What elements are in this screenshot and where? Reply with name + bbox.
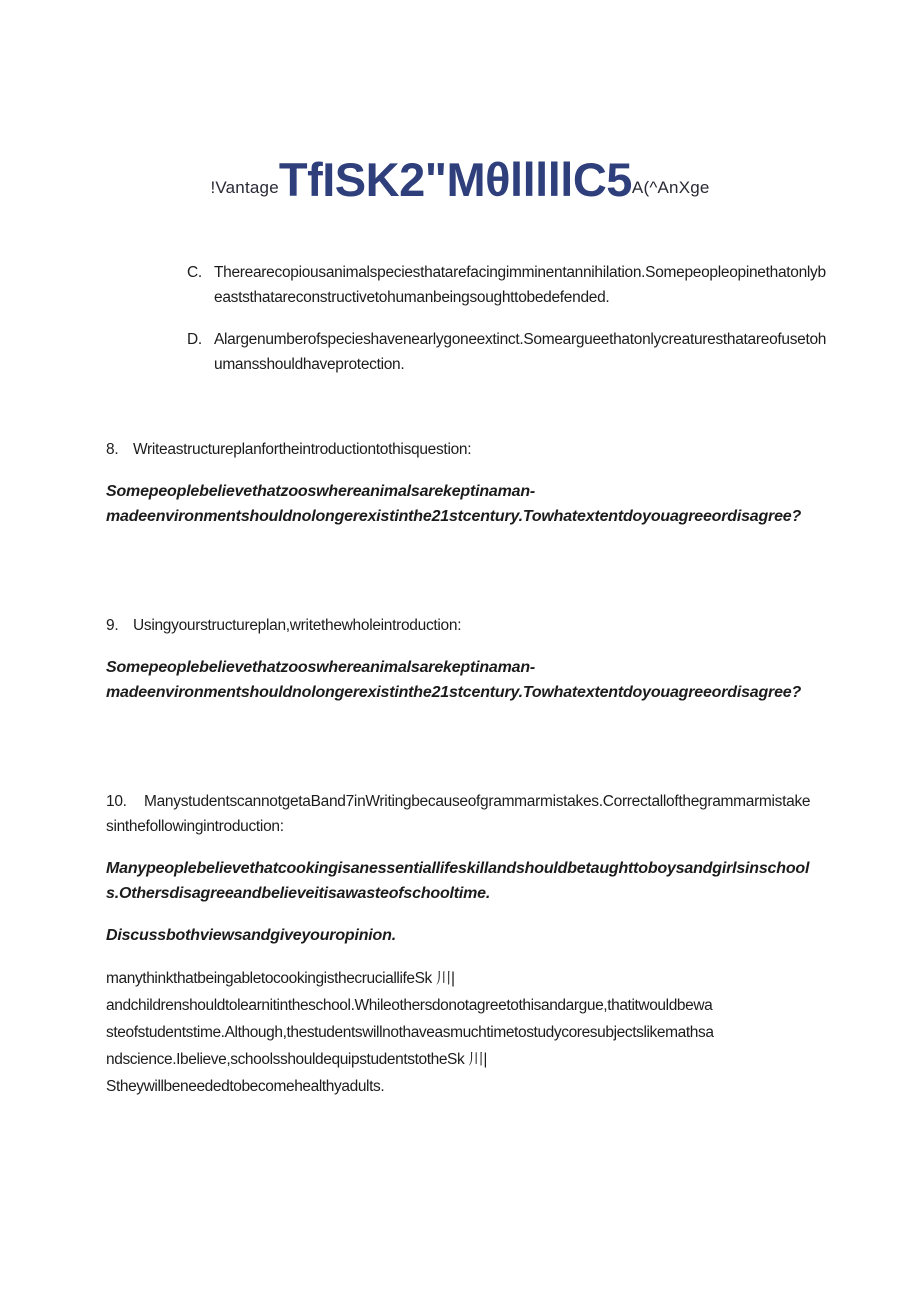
question-number: 8. [106,441,119,458]
option-letter: C. [187,264,202,281]
question-number: 9. [106,617,119,634]
answer-line: steofstudentstime.Although,thestudentswillnothaveasmuchtimetostudycoresubjectslikemathsa [106,1024,714,1041]
option-text: Therearecopiousanimalspeciesthatarefacingimminentannihilation.Somepeopleopinethatonlybeaststhatareconstructivetohumanbeingsoughttobedefended. [214,264,826,306]
prompt-rest: madeenvironmentshouldnolongerexistinthe21stcentury.Towhatextentdoyouagreeordisagree? [106,684,802,701]
prompt-rest: madeenvironmentshouldnolongerexistinthe21stcentury.Towhatextentdoyouagreeordisagree? [106,508,802,525]
header-title: TfISK2"MθlllllC5 [278,153,632,206]
question-text: Usingyourstructureplan,writethewholeintroduction: [133,617,462,634]
question-text: Writeastructureplanfortheintroductiontothisquestion: [133,441,472,458]
question-8-prompt [106,479,818,529]
question-10-instruction: Discussbothviewsandgiveyouropinion. [106,927,396,944]
prompt-line: Somepeoplebelievethatzooswhereanimalsarekeptinaman- [106,659,536,676]
question-number: 10. [106,793,127,810]
question-9 [106,613,816,638]
answer-text: ndscience.Ibelieve,schoolsshouldequipstudentstotheSk [106,1051,465,1068]
answer-fragment: 川| [468,1051,488,1068]
answer-line: andchildrenshouldtolearnitintheschool.Whileothersdonotagreetothisandargue,thatitwouldbewa [106,997,713,1014]
question-9-prompt [106,655,818,705]
answer-fragment: 川| [435,970,455,987]
answer-line [106,1046,818,1073]
answer-line: Stheywillbeneededtobecomehealthyadults. [106,1078,385,1095]
option-d [187,327,827,377]
answer-text: manythinkthatbeingabletocookingisthecruciallifeSk [106,970,432,987]
prompt-line: Somepeoplebelievethatzooswhereanimalsarekeptinaman- [106,483,536,500]
option-letter: D. [187,331,202,348]
option-text: Alargenumberofspecieshavenearlygoneextinct.Someargueethatonlycreaturesthatareofusetohumansshouldhaveprotection. [214,331,827,373]
option-c [187,260,827,310]
question-10-prompt: Manypeoplebelievethatcookingisanessentiallifeskillandshouldbetaughttoboysandgirlsinschools.Othersdisagreeandbelieveitisawasteofschooltime. [106,860,810,902]
answer-line [106,965,818,992]
question-text: ManystudentscannotgetaBand7inWritingbecauseofgrammarmistakes.Correctallofthegrammarmistakesinthefollowingintroduction: [106,793,811,835]
question-10 [106,789,816,839]
answer-paragraph [106,965,818,1100]
header-right-text: A(^AnXge [631,178,710,197]
page-header [0,152,920,207]
question-8 [106,437,816,462]
header-left-text: !Vantage [210,178,279,197]
